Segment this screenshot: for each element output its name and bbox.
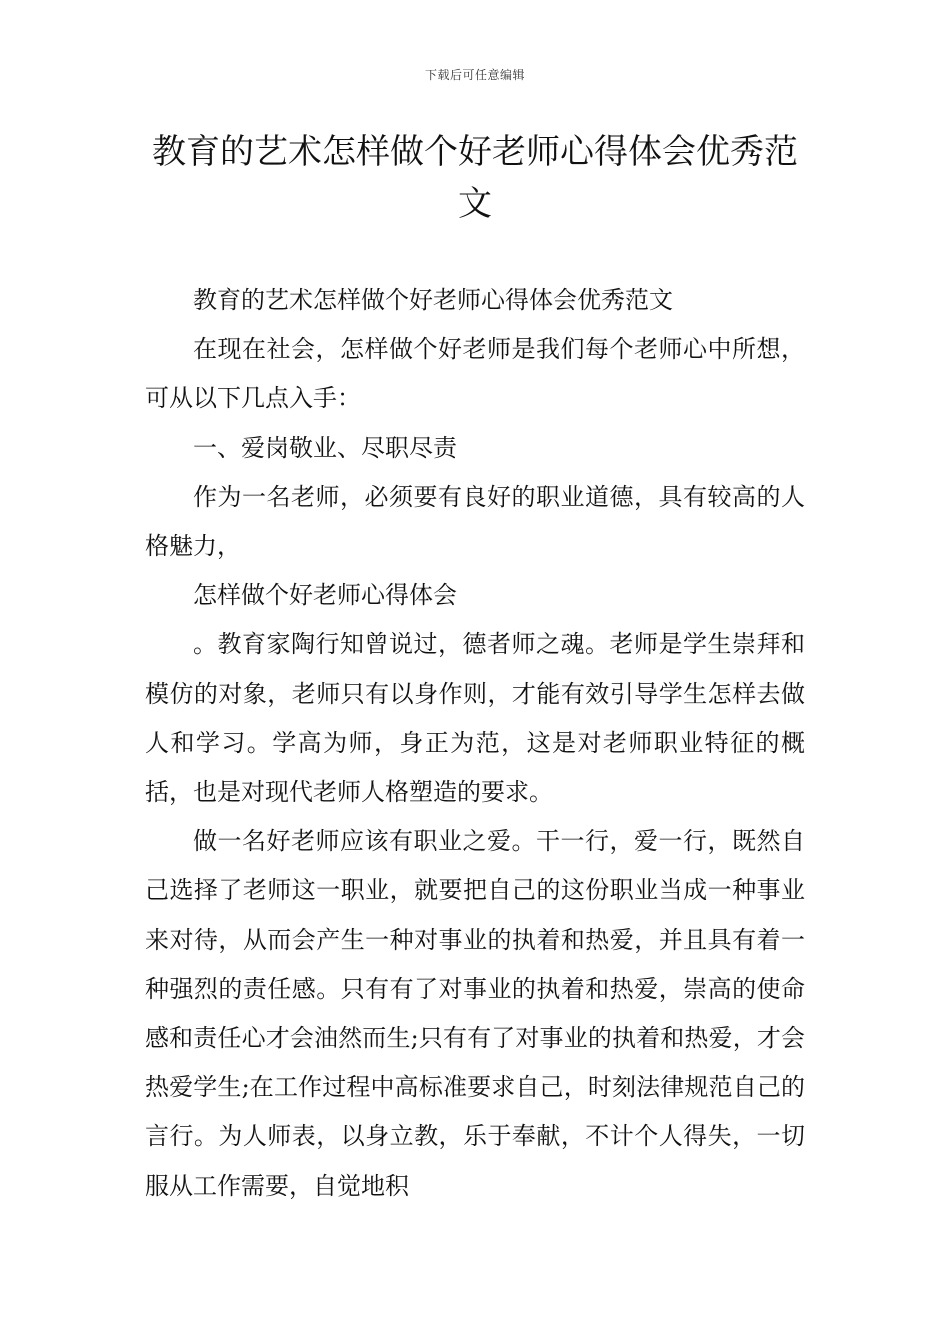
paragraph: 在现在社会，怎样做个好老师是我们每个老师心中所想，可从以下几点入手： — [145, 335, 805, 413]
paragraph: 作为一名老师，必须要有良好的职业道德，具有较高的人格魅力， — [145, 482, 805, 561]
paragraph: 。教育家陶行知曾说过，德者师之魂。老师是学生崇拜和模仿的对象，老师只有以身作则，才能有效引导学生怎样去做人和学习。学高为师，身正为范，这是对老师职业特征的概括，也是对现代老师人格塑造的要求。 — [145, 630, 805, 807]
paragraph: 做一名好老师应该有职业之爱。干一行，爱一行，既然自己选择了老师这一职业，就要把自己的这份职业当成一种事业来对待，从而会产生一种对事业的执着和热爱，并且具有着一种强烈的责任感。只有有了对事业的执着和热爱，崇高的使命感和责任心才会油然而生;只有有了对事业的执着和热爱，才会热爱学生;在工作过程中高标准要求自己，时刻法律规范自己的言行。为人师表，以身立教，乐于奉献，不计个人得失，一切服从工作需要，自觉地积 — [145, 827, 805, 1200]
document-title: 教育的艺术怎样做个好老师心得体会优秀范文 — [152, 132, 798, 224]
document-body — [145, 276, 805, 1211]
header-note: 下载后可任意编辑 — [424, 68, 525, 82]
section-heading: 一、爱岗敬业、尽职尽责 — [193, 433, 457, 462]
paragraph: 教育的艺术怎样做个好老师心得体会优秀范文 — [193, 286, 673, 314]
paragraph: 怎样做个好老师心得体会 — [193, 581, 457, 610]
